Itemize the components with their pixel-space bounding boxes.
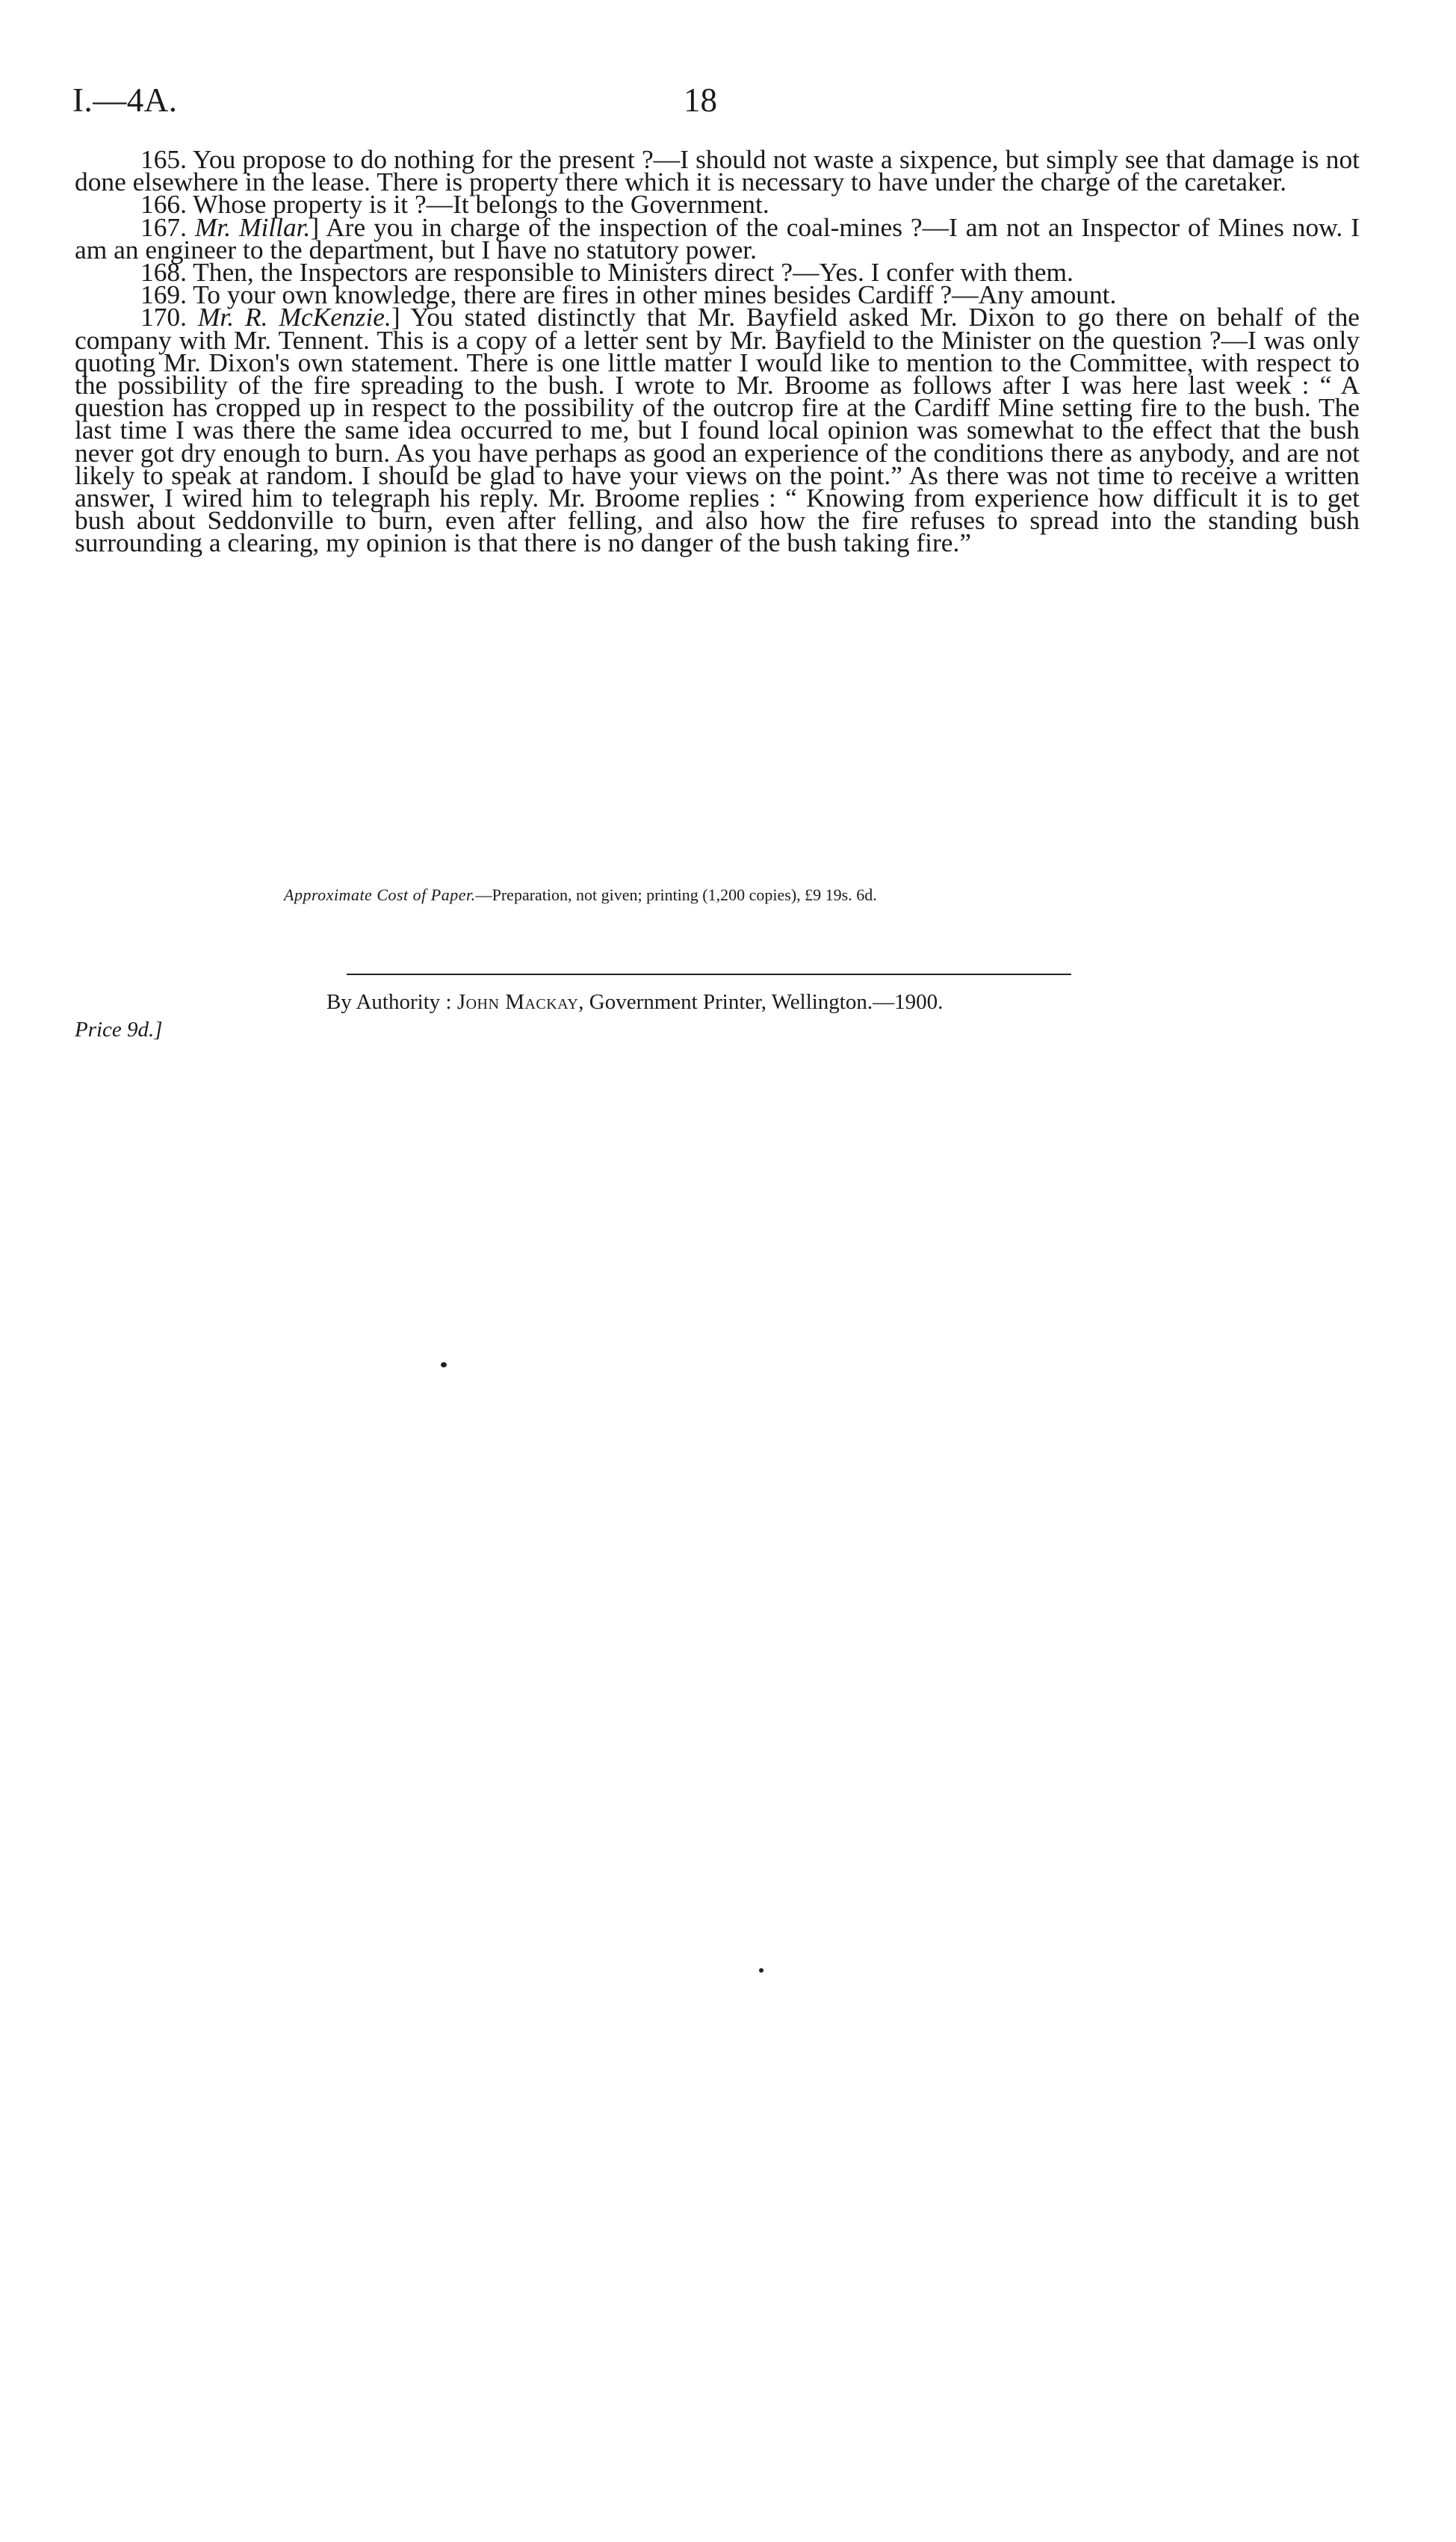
- speaker-name: Mr. R. McKenzie.: [197, 302, 391, 333]
- paragraph-167: 167. Mr. Millar.] Are you in charge of the inspection of the coal-mines ?—I am not an Inspector of Mines now. I am an engineer to the department, but I have no statutory power.: [75, 211, 1360, 265]
- printer-name: John Mackay: [456, 990, 579, 1014]
- page-reference: I.—4A.: [72, 81, 178, 119]
- speaker-name: Mr. Millar.: [194, 211, 311, 242]
- paragraph-165: 165. You propose to do nothing for the present ?—I should not waste a sixpence, but simply see that damage is not done elsewhere in the lease. There is property there which it is necessary to have under the charge of the caretaker.: [75, 144, 1360, 197]
- evidence-text: [75, 144, 1360, 558]
- printer-imprint: By Authority : John Mackay, Government Printer, Wellington.—1900.: [326, 990, 944, 1014]
- cost-text: —Preparation, not given; printing (1,200 copies), £9 19s. 6d.: [475, 885, 877, 904]
- paragraph-170: 170. Mr. R. McKenzie.] You stated distinctly that Mr. Bayfield asked Mr. Dixon to go there on behalf of the company with Mr. Tennent. This is a copy of a letter sent by Mr. Bayfield to the Minister on the question ?—I was only quoting Mr. Dixon's own statement. There is one little matter I would like to mention to the Committee, with respect to the possibility of the fire spreading to the bush. I wrote to Mr. Broome as follows after I was here last week : “ A question has cropped up in respect to the possibility of the outcrop fire at the Cardiff Mine setting fire to the bush. The last time I was there the same idea occurred to me, but I found local opinion was somewhat to the effect that the bush never got dry enough to burn. As you have perhaps as good an experience of the conditions there as anybody, and are not likely to speak at random. I should be glad to have your views on the point.” As there was not time to receive a written answer, I wired him to telegraph his reply. Mr. Broome replies : “ Knowing from experience how difficult it is to get bush about Seddonville to burn, even after felling, and also how the fire refuses to spread into the standing bush surrounding a clearing, my opinion is that there is no danger of the bush taking fire.”: [75, 302, 1360, 558]
- paragraph-169: 169. To your own knowledge, there are fires in other mines besides Cardiff ?—Any amount.: [140, 279, 1117, 310]
- page-number: 18: [684, 81, 717, 119]
- ink-speck: [441, 1362, 447, 1367]
- cost-of-paper-note: [284, 885, 1180, 905]
- cost-label: Approximate Cost of Paper.: [284, 885, 476, 904]
- paragraph-168: 168. Then, the Inspectors are responsible to Ministers direct ?—Yes. I confer with them.: [140, 257, 1074, 288]
- paragraph-166: 166. Whose property is it ?—It belongs to the Government.: [140, 189, 769, 220]
- ink-speck: [759, 1968, 763, 1973]
- price-note: Price 9d.]: [75, 1018, 163, 1042]
- footer-divider: [347, 974, 1071, 975]
